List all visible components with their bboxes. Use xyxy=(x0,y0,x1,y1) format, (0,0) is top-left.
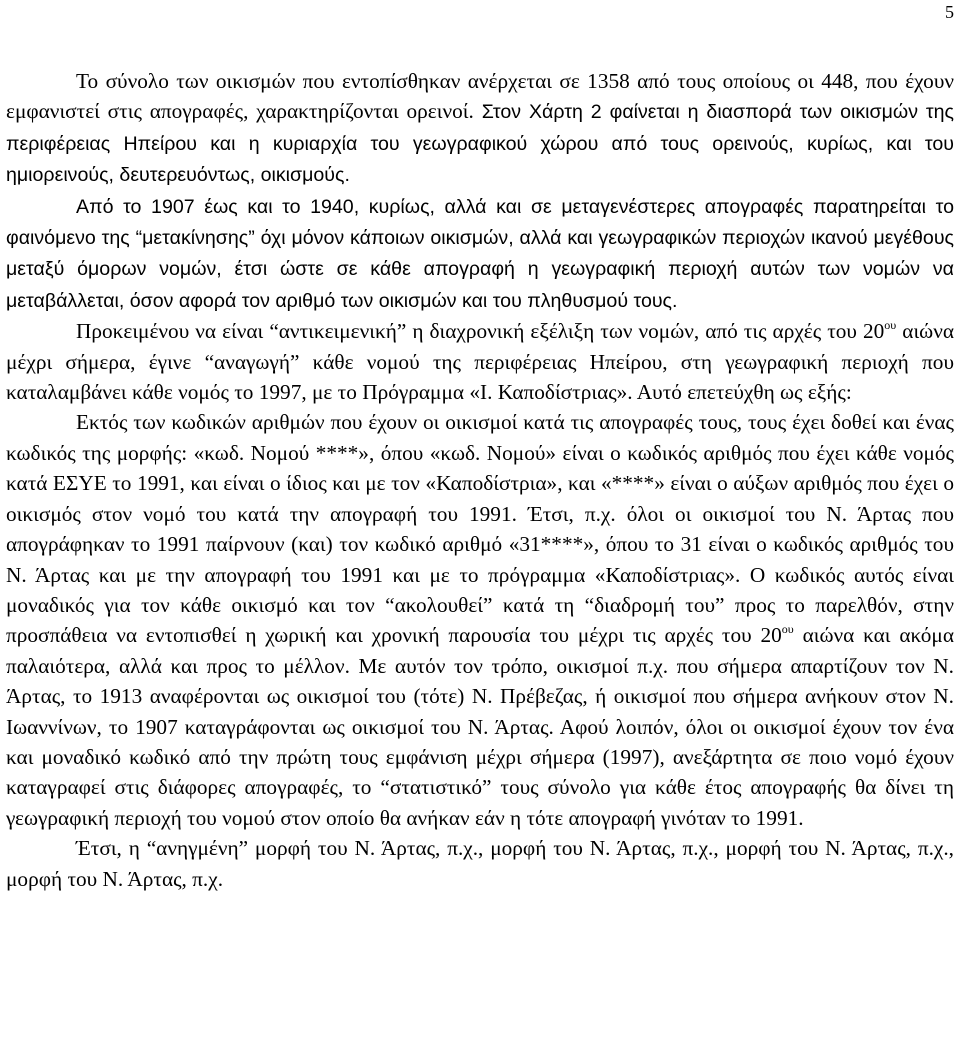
paragraph-3-part-a: Προκειμένου να είναι “αντικειμενική” η διαχρονική εξέλιξη των νομών, από τις αρχές του 20 xyxy=(76,319,885,344)
paragraph-4-part-d: Αφού λοιπόν, όλοι οι οικισμοί έχουν τον ένα και μοναδικό κωδικό από την πρώτη τους εμφάνιση μέχρι σήμερα (1997), ανεξάρτητα σε ποιο νομό έχουν καταγραφεί στις διάφορες απογραφές, το “στατιστικό” τους σύνολο για κάθε έτος απογραφής θα δίνει τη γεωγραφική περιοχή του νομού στον οποίο θα ανήκαν εάν η τότε απογραφή γινόταν το 1991. xyxy=(6,714,954,830)
body-text xyxy=(6,66,954,894)
paragraph-5-text: Έτσι, η “ανηγμένη” μορφή του Ν. Άρτας, π.χ., μορφή του Ν. Άρτας, π.χ., μορφή του Ν. Άρτας, π.χ., μορφή του Ν. Άρτας, π.χ. xyxy=(6,836,954,891)
paragraph-5 xyxy=(6,833,954,894)
paragraph-4-superscript: ου xyxy=(781,622,794,637)
paragraph-4 xyxy=(6,407,954,833)
paragraph-4-part-a: Εκτός των κωδικών αριθμών που έχουν οι οικισμοί κατά τις απογραφές τους, τους έχει δοθεί και ένας κωδικός της μορφής: «κωδ. Νομού ****», όπου «κωδ. Νομού» είναι ο κωδικός αριθμός που έχει κάθε νομός κατά ΕΣΥΕ το 1991, και είναι ο ίδιος και με τον «Καποδίστρια», και «****» είναι ο αύξων αριθμός που έχει ο οικισμός στον νομό του κατά την απογραφή του 1991. Έτσι, π.χ. όλοι οι οικισμοί του Ν. Άρτας που απογράφηκαν το 1991 παίρνουν (και) τον κωδικό αριθμό «31****», όπου το 31 είναι ο κωδικός αριθμός του Ν. Άρτας και με την απογραφή του 1991 και με το πρόγραμμα «Καποδίστριας». xyxy=(6,410,954,587)
paragraph-1-sentence-1: Το σύνολο των οικισμών που εντοπίσθηκαν ανέρχεται σε 1358 από τους οποίους οι 448, που έχουν εμφανιστεί στις απογραφές, χαρακτηρίζονται ορεινοί. xyxy=(6,69,954,124)
paragraph-1-sentence-2: Στον Χάρτη 2 φαίνεται η διασπορά των οικισμών της περιφέρειας Ηπείρου και η κυριαρχία του γεωγραφικού χώρου από τους ορεινούς, κυρίως, και του ημιορεινούς, δευτερευόντως, οικισμούς. xyxy=(6,101,955,187)
paragraph-4-part-c: αιώνα και ακόμα παλαιότερα, αλλά και προς το μέλλον. Με αυτόν τον τρόπο, οικισμοί π.χ. που σήμερα απαρτίζουν τον Ν. Άρτας, το 1913 αναφέρονται ως οικισμοί του (τότε) Ν. Πρέβεζας, ή οικισμοί που σήμερα ανήκουν στον Ν. Ιωαννίνων, το 1907 καταγράφονται ως οικισμοί του Ν. Άρτας. xyxy=(6,623,954,739)
paragraph-1 xyxy=(6,66,954,191)
paragraph-2 xyxy=(6,191,954,317)
paragraph-4-part-b: Ο κωδικός αυτός είναι μοναδικός για τον κάθε οικισμό και τον “ακολουθεί” κατά τη “διαδρομή του” προς το παρελθόν, στην προσπάθεια να εντοπισθεί η χωρική και χρονική παρουσία του μέχρι τις αρχές του 20 xyxy=(6,562,954,648)
paragraph-2-text: Από το 1907 έως και το 1940, κυρίως, αλλά και σε μεταγενέστερες απογραφές παρατηρείται το φαινόμενο της “μετακίνησης” όχι μόνον κάποιων οικισμών, αλλά και γεωγραφικών περιοχών ικανού μεγέθους μεταξύ όμορων νομών, έτσι ώστε σε κάθε απογραφή η γεωγραφική περιοχή αυτών των νομών να μεταβάλλεται, όσον αφορά τον αριθμό των οικισμών και του πληθυσμού τους. xyxy=(6,195,954,312)
paragraph-3-superscript: ου xyxy=(884,318,897,333)
paragraph-3 xyxy=(6,316,954,407)
page-number: 5 xyxy=(945,2,954,22)
paragraph-3-part-b: αιώνα μέχρι σήμερα, έγινε “αναγωγή” κάθε νομού της περιφέρειας Ηπείρου, στη γεωγραφική περιοχή που καταλαμβάνει κάθε νομός το 1997, με το Πρόγραμμα «Ι. Καποδίστριας». Αυτό επετεύχθη ως εξής: xyxy=(6,319,954,405)
